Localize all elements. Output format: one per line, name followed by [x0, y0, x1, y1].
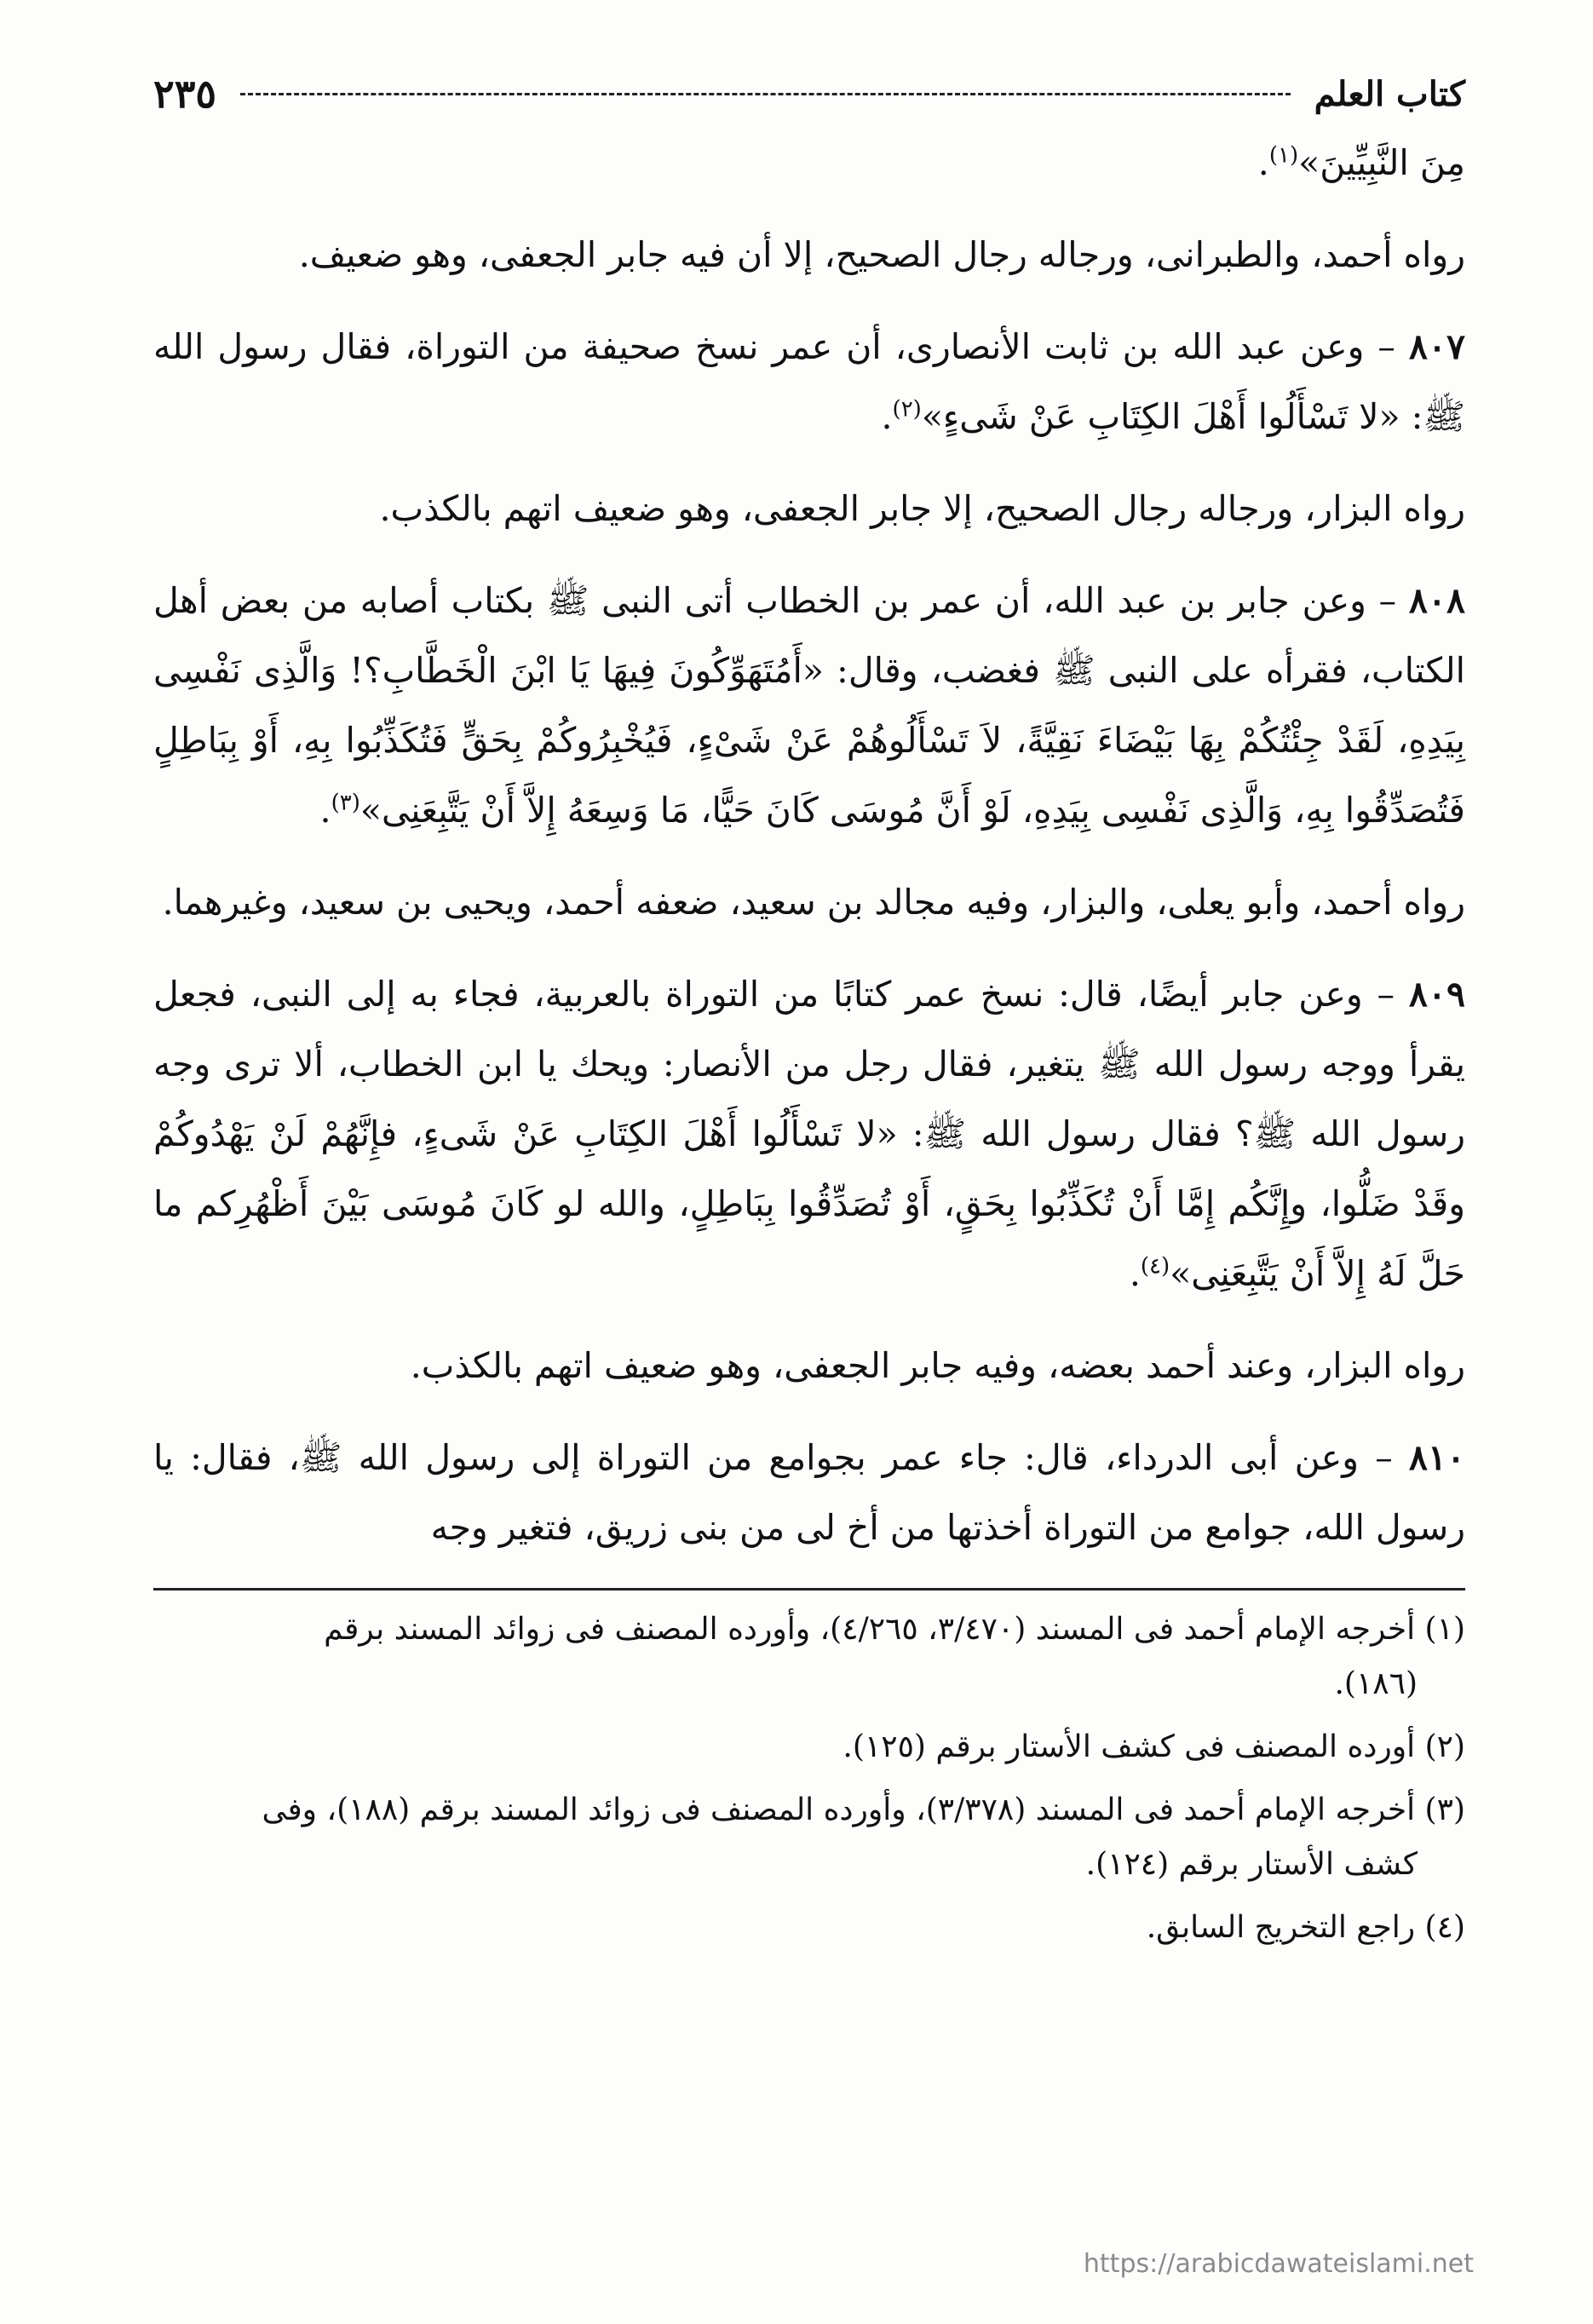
footnote-ref: (٤) — [1140, 1253, 1170, 1280]
takhrij-paragraph: رواه البزار، ورجاله رجال الصحيح، إلا جابر الجعفى، وهو ضعيف اتهم بالكذب. — [379, 488, 1465, 529]
main-text — [153, 128, 1465, 1562]
footnote-ref: (٣) — [331, 790, 360, 816]
chapter-title: كتاب العلم — [1314, 73, 1465, 114]
hadith-number: ٨٠٨ — [1408, 580, 1465, 621]
footnote-ref: (١) — [1268, 142, 1299, 169]
hadith-807: ٨٠٧ – وعن عبد الله بن ثابت الأنصارى، أن عمر نسخ صحيفة من التوراة، فقال رسول الله ﷺ: «لا تَسْأَلُوا أَهْلَ الكِتَابِ عَنْ شَىءٍ»$^{(٢)}$. — [153, 326, 1465, 437]
hadith-number: ٨٠٧ — [1408, 326, 1465, 367]
header-dashes — [240, 93, 1291, 95]
footnote-ref: (٢) — [892, 396, 922, 423]
footnote-separator — [153, 1588, 1465, 1591]
footnote-3: (٣) أخرجه الإمام أحمد فى المسند (٣/٣٧٨)، وأورده المصنف فى زوائد المسند برقم (١٨٨)، وفى كشف الأستار برقم (١٢٤). — [262, 1792, 1465, 1882]
hadith-810: ٨١٠ – وعن أبى الدرداء، قال: جاء عمر بجوامع من التوراة إلى رسول الله ﷺ، فقال: يا رسول الله، جوامع من التوراة أخذتها من أخ لى من بنى زريق، فتغير وجه — [153, 1437, 1465, 1548]
takhrij-paragraph: رواه البزار، وعند أحمد بعضه، وفيه جابر الجعفى، وهو ضعيف اتهم بالكذب. — [410, 1345, 1465, 1386]
paragraph-continuation: مِنَ النَّبِيِّينَ»$^{(١)}$. — [1257, 142, 1465, 183]
footnote-4: (٤) راجع التخريج السابق. — [1146, 1910, 1465, 1945]
page-number: ٢٣٥ — [153, 71, 217, 117]
hadith-number: ٨٠٩ — [1408, 974, 1465, 1015]
footnote-2: (٢) أورده المصنف فى كشف الأستار برقم (١٢٥). — [843, 1729, 1465, 1764]
hadith-809: ٨٠٩ – وعن جابر أيضًا، قال: نسخ عمر كتابًا من التوراة بالعربية، فجاء به إلى النبى، فجعل يقرأ ووجه رسول الله ﷺ يتغير، فقال رجل من الأنصار: ويحك يا ابن الخطاب، ألا ترى وجه رسول الله ﷺ؟ فقال رسول الله ﷺ: «لا تَسْأَلُوا أَهْلَ الكِتَابِ عَنْ شَىءٍ، فإِنَّهُمْ لَنْ يَهْدُوكُمْ وقَدْ ضَلُّوا، وإِنَّكُم إِمَّا أَنْ تُكَذِّبُوا بِحَقٍ، أَوْ تُصَدِّقُوا بِبَاطِلٍ، والله لو كَانَ مُوسَى بَيْنَ أَظْهُرِكم ما حَلَّ لَهُ إِلاَّ أَنْ يَتَّبِعَنِى»$^{(٤)}$. — [153, 974, 1465, 1294]
hadith-number: ٨١٠ — [1408, 1437, 1465, 1478]
takhrij-paragraph: رواه أحمد، وأبو يعلى، والبزار، وفيه مجالد بن سعيد، ضعفه أحمد، ويحيى بن سعيد، وغيرهما. — [162, 882, 1465, 923]
hadith-808: ٨٠٨ – وعن جابر بن عبد الله، أن عمر بن الخطاب أتى النبى ﷺ بكتاب أصابه من بعض أهل الكتاب، فقرأه على النبى ﷺ فغضب، وقال: «أَمُتَهَوِّكُونَ فِيهَا يَا ابْنَ الْخَطَّابِ؟! وَالَّذِى نَفْسِى بِيَدِهِ، لَقَدْ جِئْتُكُمْ بِهَا بَيْضَاءَ نَقِيَّةً، لاَ تَسْأَلُوهُمْ عَنْ شَىْءٍ، فَيُخْبِرُوكُمْ بِحَقٍّ فَتُكَذِّبُوا بِهِ، أَوْ بِبَاطِلٍ فَتُصَدِّقُوا بِهِ، وَالَّذِى نَفْسِى بِيَدِهِ، لَوْ أَنَّ مُوسَى كَانَ حَيًّا، مَا وَسِعَهُ إِلاَّ أَنْ يَتَّبِعَنِى»$^{(٣)}$. — [153, 580, 1465, 831]
footnotes — [153, 1602, 1465, 1955]
takhrij-paragraph: رواه أحمد، والطبرانى، ورجاله رجال الصحيح، إلا أن فيه جابر الجعفى، وهو ضعيف. — [298, 234, 1465, 275]
book-page — [153, 60, 1465, 2292]
footnote-1: (١) أخرجه الإمام أحمد فى المسند (٣/٤٧٠، ٤/٢٦٥)، وأورده المصنف فى زوائد المسند برقم (١٨٦). — [324, 1612, 1465, 1701]
watermark-url: https://arabicdawateislami.net — [1083, 2249, 1474, 2279]
running-header — [153, 60, 1465, 128]
